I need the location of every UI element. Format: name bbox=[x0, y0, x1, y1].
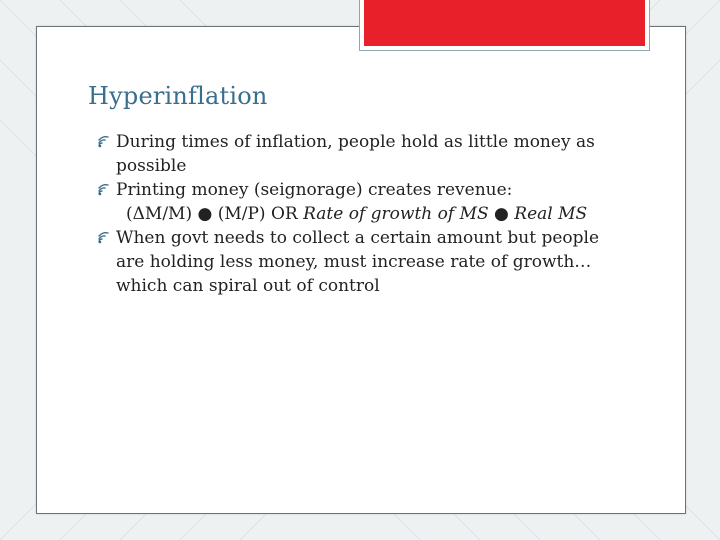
formula-text: (ΔM/M) ● (M/P) OR bbox=[126, 204, 304, 224]
bullet-item bbox=[98, 226, 618, 298]
accent-tab-fill bbox=[364, 0, 645, 46]
bullet-text: Printing money (seignorage) creates revenue: bbox=[116, 180, 513, 200]
slide-title: Hyperinflation bbox=[88, 82, 268, 110]
accent-tab bbox=[359, 0, 650, 51]
wifi-signal-bullet-icon bbox=[98, 232, 112, 244]
formula-line bbox=[98, 202, 618, 226]
bullet-item bbox=[98, 130, 618, 178]
wifi-signal-bullet-icon bbox=[98, 136, 112, 148]
bullet-item bbox=[98, 178, 618, 202]
formula-italic-text: Rate of growth of MS ● Real MS bbox=[303, 204, 588, 224]
bullet-text: During times of inflation, people hold as little money as possible bbox=[116, 132, 595, 176]
wifi-signal-bullet-icon bbox=[98, 184, 112, 196]
bullet-text: When govt needs to collect a certain amount but people are holding less money, must increase rate of growth… which can spiral out of control bbox=[116, 228, 600, 296]
slide-content bbox=[98, 130, 618, 298]
